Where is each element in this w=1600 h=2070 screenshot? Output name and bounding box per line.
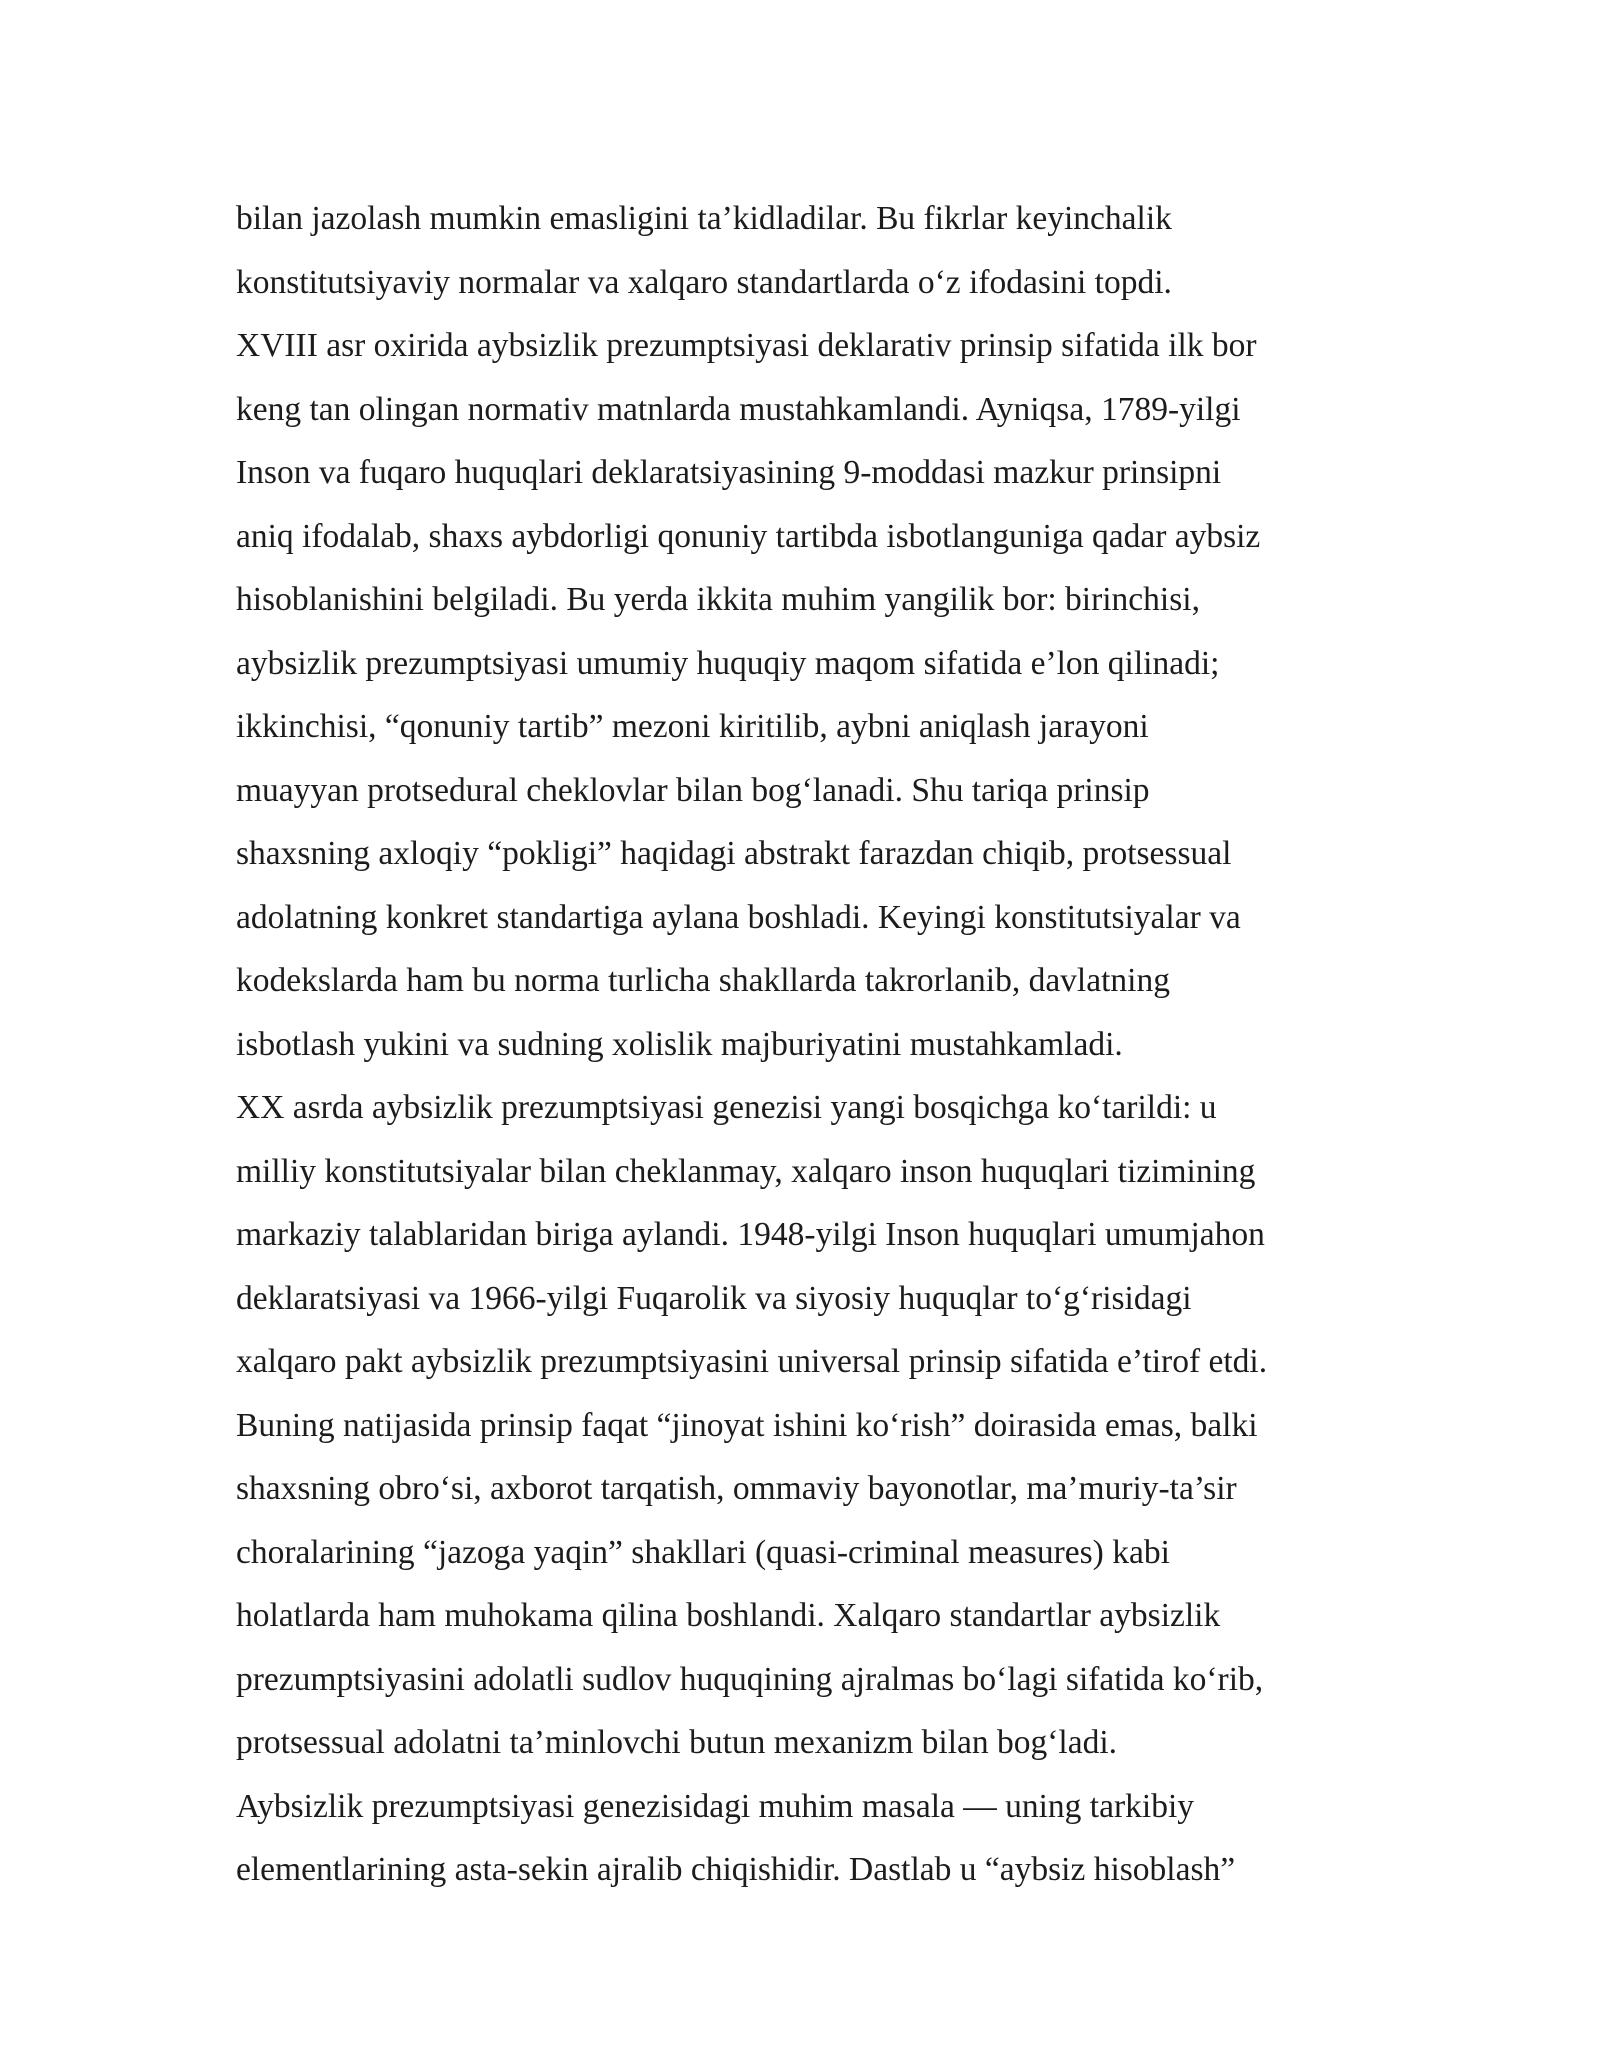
text-line: prezumptsiyasini adolatli sudlov huquqining ajralmas bo‘lagi sifatida ko‘rib, xyxy=(236,1660,1264,1698)
text-line: Inson va fuqaro huquqlari deklaratsiyasining 9-moddasi mazkur prinsipni xyxy=(236,454,1222,491)
text-line: kodekslarda ham bu norma turlicha shakllarda takrorlanib, davlatning xyxy=(236,962,1170,999)
text-line: shaxsning axloqiy “pokligi” haqidagi abstrakt farazdan chiqib, protsessual xyxy=(236,835,1232,872)
text-line: elementlarining asta-sekin ajralib chiqishidir. Dastlab u “aybsiz hisoblash” xyxy=(236,1851,1236,1888)
text-line: Aybsizlik prezumptsiyasi genezisidagi muhim masala — uning tarkibiy xyxy=(236,1787,1195,1825)
text-line: xalqaro pakt aybsizlik prezumptsiyasini universal prinsip sifatida e’tirof etdi. xyxy=(236,1343,1268,1380)
text-line: deklaratsiyasi va 1966-yilgi Fuqarolik va siyosiy huquqlar to‘g‘risidagi xyxy=(236,1279,1192,1317)
body-text xyxy=(236,187,1436,1902)
text-line: muayyan protsedural cheklovlar bilan bog‘lanadi. Shu tariqa prinsip xyxy=(236,771,1150,809)
text-line: holatlarda ham muhokama qilina boshlandi. Xalqaro standartlar aybsizlik xyxy=(236,1597,1221,1634)
text-line: konstitutsiyaviy normalar va xalqaro standartlarda o‘z ifodasini topdi. xyxy=(236,263,1172,301)
text-line: protsessual adolatni ta’minlovchi butun mexanizm bilan bog‘ladi. xyxy=(236,1724,1118,1761)
text-line: choralarining “jazoga yaqin” shakllari (quasi-criminal measures) kabi xyxy=(236,1533,1170,1571)
text-line: milliy konstitutsiyalar bilan cheklanmay, xalqaro inson huquqlari tizimining xyxy=(236,1152,1256,1190)
text-line: isbotlash yukini va sudning xolislik majburiyatini mustahkamladi. xyxy=(236,1025,1123,1063)
text-line: bilan jazolash mumkin emasligini ta’kidladilar. Bu fikrlar keyinchalik xyxy=(236,200,1172,237)
text-line: XX asrda aybsizlik prezumptsiyasi genezisi yangi bosqichga ko‘tarildi: u xyxy=(236,1089,1217,1126)
text-line: shaxsning obro‘si, axborot tarqatish, ommaviy bayonotlar, ma’muriy-ta’sir xyxy=(236,1470,1237,1507)
text-line: aybsizlik prezumptsiyasi umumiy huquqiy maqom sifatida e’lon qilinadi; xyxy=(236,644,1220,682)
text-line: adolatning konkret standartiga aylana boshladi. Keyingi konstitutsiyalar va xyxy=(236,898,1241,936)
text-line: aniq ifodalab, shaxs aybdorligi qonuniy tartibda isbotlanguniga qadar aybsiz xyxy=(236,517,1261,555)
text-line: ikkinchisi, “qonuniy tartib” mezoni kiritilib, aybni aniqlash jarayoni xyxy=(236,708,1149,745)
text-line: hisoblanishini belgiladi. Bu yerda ikkita muhim yangilik bor: birinchisi, xyxy=(236,581,1200,618)
text-line: Buning natijasida prinsip faqat “jinoyat ishini ko‘rish” doirasida emas, balki xyxy=(236,1406,1258,1444)
text-line: keng tan olingan normativ matnlarda mustahkamlandi. Ayniqsa, 1789-yilgi xyxy=(236,390,1241,428)
text-line: markaziy talablaridan biriga aylandi. 1948-yilgi Inson huquqlari umumjahon xyxy=(236,1216,1265,1253)
text-line: XVIII asr oxirida aybsizlik prezumptsiyasi deklarativ prinsip sifatida ilk bor xyxy=(236,327,1257,364)
